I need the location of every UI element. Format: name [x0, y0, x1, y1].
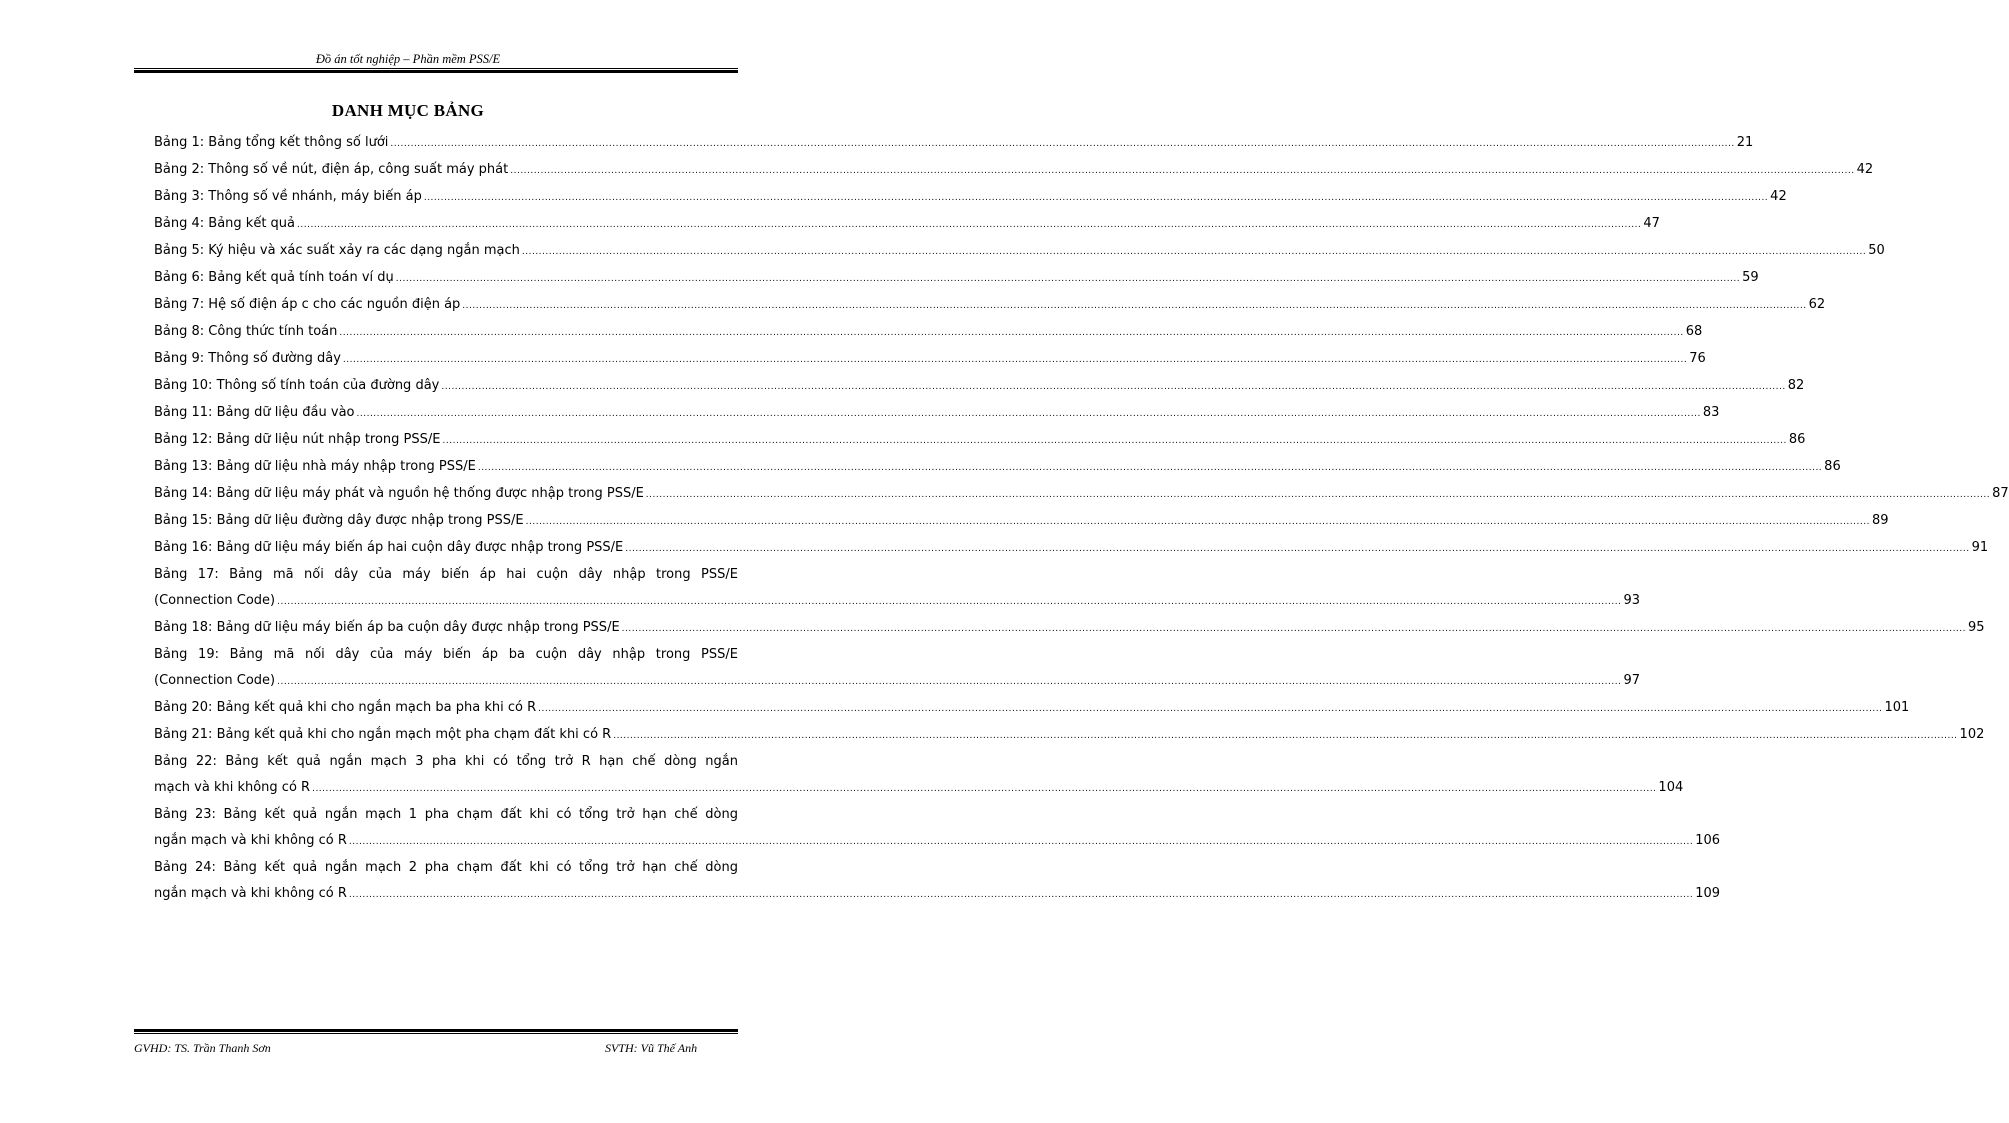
toc-entry[interactable]: [154, 319, 1703, 346]
toc-entry[interactable]: [154, 346, 1706, 373]
toc-entry-label: Bảng 16: Bảng dữ liệu máy biến áp hai cuộn dây được nhập trong PSS/E: [154, 540, 624, 555]
dot-leader: ................................................................................................................................................................................................................................................................................................................................................................................................................: [538, 704, 1883, 714]
dot-leader: ................................................................................................................................................................................................................................................................................................................................................................................................................: [312, 784, 1657, 794]
toc-entry-label: Bảng 2: Thông số về nút, điện áp, công suất máy phát: [154, 162, 509, 177]
toc-entry-page: 83: [1702, 405, 1720, 420]
toc-entry[interactable]: [154, 184, 1787, 211]
toc-entry-label: Bảng 5: Ký hiệu và xác suất xảy ra các dạng ngắn mạch: [154, 243, 520, 258]
page-title: DANH MỤC BẢNG: [331, 101, 485, 120]
toc-entry-label: Bảng 7: Hệ số điện áp c cho các nguồn điện áp: [154, 297, 461, 312]
header-rule: [134, 68, 738, 73]
toc-entry-label: Bảng 8: Công thức tính toán: [154, 324, 338, 339]
toc-entry-label: Bảng 18: Bảng dữ liệu máy biến áp ba cuộn dây được nhập trong PSS/E: [154, 620, 620, 635]
toc-entry-label: Bảng 4: Bảng kết quả: [154, 216, 296, 231]
toc-entry-label: Bảng 11: Bảng dữ liệu đầu vào: [154, 405, 355, 420]
toc-entry[interactable]: [154, 642, 1641, 695]
toc-entry-label-line1: Bảng 23: Bảng kết quả ngắn mạch 1 pha chạm đất khi có tổng trở hạn chế dòng: [154, 807, 738, 822]
toc-entry[interactable]: [154, 373, 1805, 400]
toc-entry-label: Bảng 3: Thông số về nhánh, máy biến áp: [154, 189, 422, 204]
toc-entry-page: 91: [1971, 540, 1989, 555]
dot-leader: ................................................................................................................................................................................................................................................................................................................................................................................................................: [297, 220, 1642, 230]
toc-entry-label: Bảng 13: Bảng dữ liệu nhà máy nhập trong PSS/E: [154, 459, 476, 474]
dot-leader: ................................................................................................................................................................................................................................................................................................................................................................................................................: [395, 274, 1741, 284]
toc-entry-label: Bảng 14: Bảng dữ liệu máy phát và nguồn hệ thống được nhập trong PSS/E: [154, 486, 644, 501]
dot-leader: ................................................................................................................................................................................................................................................................................................................................................................................................................: [342, 355, 1688, 365]
toc-entry-page: 95: [1968, 620, 1985, 635]
toc-entry[interactable]: [154, 615, 1985, 642]
toc-entry-page: 76: [1689, 351, 1706, 366]
toc-entry-label: Bảng 15: Bảng dữ liệu đường dây được nhập trong PSS/E: [154, 513, 524, 528]
toc-entry-page: 82: [1787, 378, 1805, 393]
dot-leader: ................................................................................................................................................................................................................................................................................................................................................................................................................: [339, 328, 1684, 338]
toc-entry-page: 47: [1643, 216, 1660, 231]
toc-entry[interactable]: [154, 749, 1684, 802]
toc-entry-page: 62: [1808, 297, 1826, 312]
dot-leader: ................................................................................................................................................................................................................................................................................................................................................................................................................: [390, 139, 1735, 149]
toc-entry-page: 101: [1884, 700, 1910, 715]
toc-entry-page: 97: [1623, 673, 1641, 688]
dot-leader: ................................................................................................................................................................................................................................................................................................................................................................................................................: [621, 624, 1967, 634]
dot-leader: ................................................................................................................................................................................................................................................................................................................................................................................................................: [521, 247, 1867, 257]
dot-leader: ................................................................................................................................................................................................................................................................................................................................................................................................................: [348, 890, 1694, 900]
toc-entry[interactable]: [154, 855, 1721, 908]
toc-entry[interactable]: [154, 427, 1806, 454]
toc-entry-label: Bảng 1: Bảng tổng kết thông số lưới: [154, 135, 389, 150]
toc-entry-label-line1: Bảng 19: Bảng mã nối dây của máy biến áp ba cuộn dây nhập trong PSS/E: [154, 647, 738, 662]
toc-entry-label: (Connection Code): [154, 673, 276, 688]
toc-entry[interactable]: [154, 211, 1660, 238]
toc-entry-label: ngắn mạch và khi không có R: [154, 833, 347, 848]
dot-leader: ................................................................................................................................................................................................................................................................................................................................................................................................................: [277, 597, 1622, 607]
dot-leader: ................................................................................................................................................................................................................................................................................................................................................................................................................: [525, 517, 1870, 527]
toc-entry[interactable]: [154, 802, 1721, 855]
footer-supervisor: GVHD: TS. Trần Thanh Sơn: [134, 1041, 271, 1055]
toc-entry-page: 50: [1868, 243, 1885, 258]
toc-entry-label: mạch và khi không có R: [154, 780, 311, 795]
toc-entry[interactable]: [154, 400, 1720, 427]
toc-entry-label: Bảng 21: Bảng kết quả khi cho ngắn mạch một pha chạm đất khi có R: [154, 727, 612, 742]
toc-entry-page: 68: [1685, 324, 1703, 339]
toc-entry-page: 87: [1992, 486, 2009, 501]
toc-entry[interactable]: [154, 722, 1985, 749]
toc-entry[interactable]: [154, 535, 1989, 562]
toc-entry-label-line1: Bảng 24: Bảng kết quả ngắn mạch 2 pha chạm đất khi có tổng trở hạn chế dòng: [154, 860, 738, 875]
toc-entry-page: 89: [1871, 513, 1889, 528]
toc-entry[interactable]: [154, 562, 1641, 615]
toc-entry[interactable]: [154, 695, 1910, 722]
toc-entry-label: (Connection Code): [154, 593, 276, 608]
footer-student: SVTH: Vũ Thế Anh: [605, 1041, 698, 1055]
toc-entry-label-line1: Bảng 22: Bảng kết quả ngắn mạch 3 pha khi có tổng trở R hạn chế dòng ngắn: [154, 754, 738, 769]
toc-entry-page: 59: [1742, 270, 1759, 285]
toc-entry[interactable]: [154, 238, 1885, 265]
toc-entry-label: Bảng 9: Thông số đường dây: [154, 351, 341, 366]
toc-entry[interactable]: [154, 292, 1826, 319]
toc-entry-page: 93: [1623, 593, 1641, 608]
table-of-contents: [154, 130, 2009, 908]
toc-entry-label: ngắn mạch và khi không có R: [154, 886, 347, 901]
toc-entry-label: Bảng 10: Thông số tính toán của đường dây: [154, 378, 440, 393]
dot-leader: ................................................................................................................................................................................................................................................................................................................................................................................................................: [423, 193, 1769, 203]
toc-entry-page: 42: [1856, 162, 1874, 177]
dot-leader: ................................................................................................................................................................................................................................................................................................................................................................................................................: [462, 301, 1807, 311]
toc-entry[interactable]: [154, 508, 1889, 535]
dot-leader: ................................................................................................................................................................................................................................................................................................................................................................................................................: [510, 166, 1855, 176]
dot-leader: ................................................................................................................................................................................................................................................................................................................................................................................................................: [442, 436, 1787, 446]
toc-entry[interactable]: [154, 265, 1759, 292]
dot-leader: ................................................................................................................................................................................................................................................................................................................................................................................................................: [625, 544, 1970, 554]
page-header: Đồ án tốt nghiệp – Phần mềm PSS/E: [315, 52, 501, 66]
toc-entry-page: 86: [1824, 459, 1841, 474]
toc-entry-page: 21: [1736, 135, 1754, 150]
dot-leader: ................................................................................................................................................................................................................................................................................................................................................................................................................: [441, 382, 1786, 392]
dot-leader: ................................................................................................................................................................................................................................................................................................................................................................................................................: [477, 463, 1823, 473]
dot-leader: ................................................................................................................................................................................................................................................................................................................................................................................................................: [277, 677, 1622, 687]
toc-entry-label: Bảng 12: Bảng dữ liệu nút nhập trong PSS/E: [154, 432, 441, 447]
toc-entry[interactable]: [154, 454, 1841, 481]
dot-leader: ................................................................................................................................................................................................................................................................................................................................................................................................................: [613, 731, 1958, 741]
toc-entry-page: 86: [1788, 432, 1806, 447]
toc-entry-page: 104: [1658, 780, 1684, 795]
toc-entry[interactable]: [154, 481, 2009, 508]
toc-entry[interactable]: [154, 130, 1754, 157]
dot-leader: ................................................................................................................................................................................................................................................................................................................................................................................................................: [645, 490, 1991, 500]
dot-leader: ................................................................................................................................................................................................................................................................................................................................................................................................................: [348, 837, 1694, 847]
toc-entry-page: 42: [1770, 189, 1787, 204]
toc-entry-page: 102: [1959, 727, 1985, 742]
toc-entry[interactable]: [154, 157, 1874, 184]
toc-entry-label-line1: Bảng 17: Bảng mã nối dây của máy biến áp hai cuộn dây nhập trong PSS/E: [154, 567, 738, 582]
footer-rule: [134, 1029, 738, 1034]
toc-entry-label: Bảng 20: Bảng kết quả khi cho ngắn mạch ba pha khi có R: [154, 700, 537, 715]
toc-entry-page: 109: [1695, 886, 1721, 901]
dot-leader: ................................................................................................................................................................................................................................................................................................................................................................................................................: [356, 409, 1701, 419]
toc-entry-page: 106: [1695, 833, 1721, 848]
toc-entry-label: Bảng 6: Bảng kết quả tính toán ví dụ: [154, 270, 394, 285]
